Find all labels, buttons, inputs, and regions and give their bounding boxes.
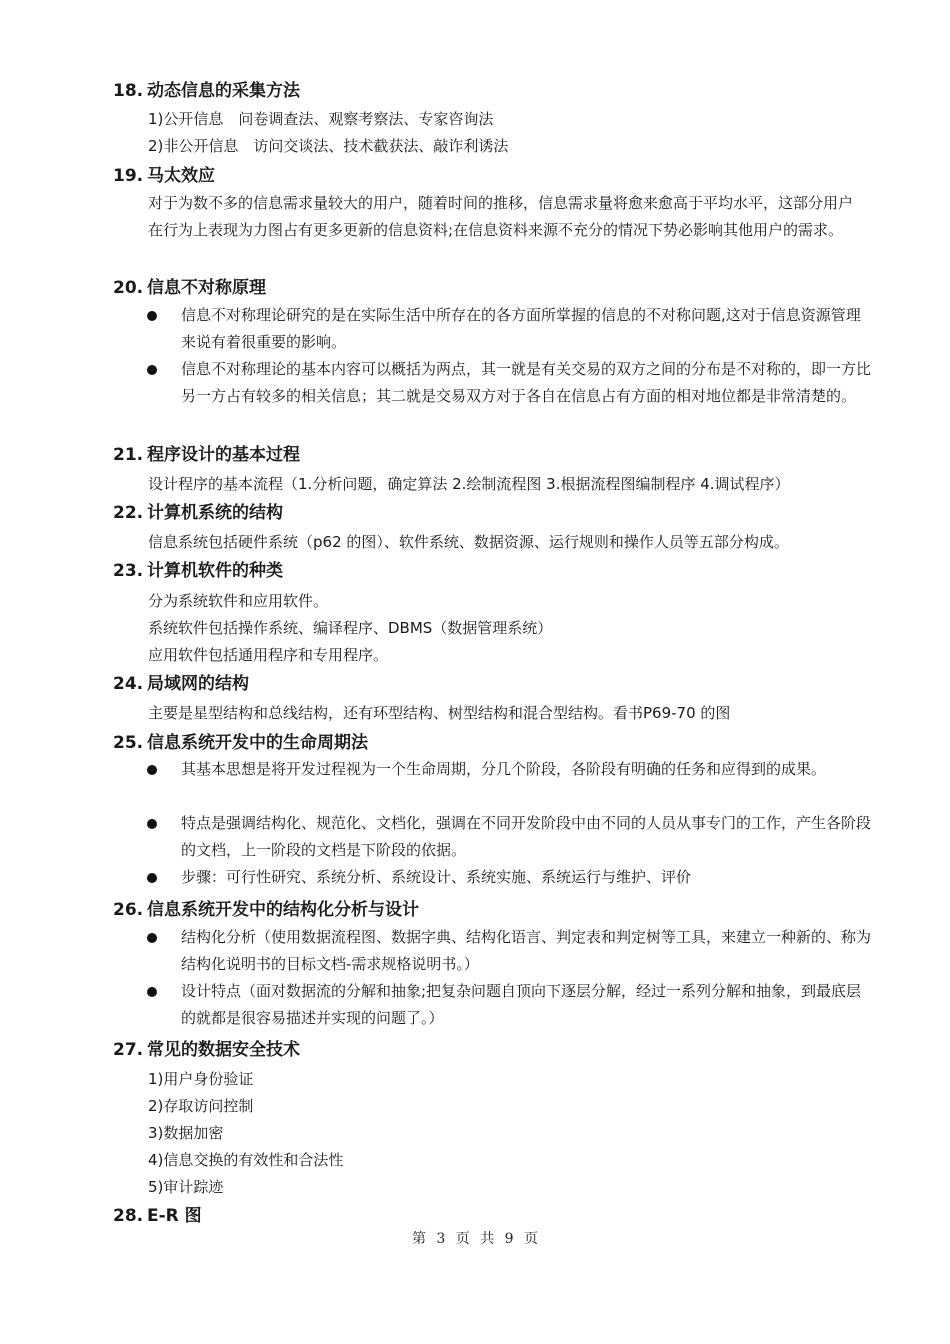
section-title: 程序设计的基本过程 — [147, 445, 300, 465]
bullet-icon — [147, 873, 157, 883]
section-title: E-R 图 — [147, 1206, 202, 1226]
section-heading-21 — [113, 440, 300, 465]
text-line: 5)审计踪迹 — [148, 1178, 224, 1196]
section-heading-27 — [113, 1035, 300, 1060]
text-line: 设计程序的基本流程（1.分析问题，确定算法 2.绘制流程图 3.根据流程图编制程序 4.调试程序） — [148, 475, 790, 493]
section-number: 19. — [113, 166, 144, 186]
section-title: 局域网的结构 — [147, 674, 249, 694]
section-title: 动态信息的采集方法 — [147, 81, 300, 101]
bullet-text: 设计特点（面对数据流的分解和抽象;把复杂问题自顶向下逐层分解，经过一系列分解和抽象，到最底层的就都是很容易描述并实现的问题了。） — [181, 982, 862, 1027]
section-title: 计算机软件的种类 — [147, 561, 283, 581]
bullet-text: 信息不对称理论研究的是在实际生活中所存在的各方面所掌握的信息的不对称问题,这对于信息资源管理来说有着很重要的影响。 — [181, 306, 861, 351]
text-line: 2)非公开信息 访问交谈法、技术截获法、敲诈利诱法 — [148, 137, 509, 155]
section-heading-26 — [113, 895, 419, 920]
bullet-icon — [147, 311, 157, 321]
bullet-text: 信息不对称理论的基本内容可以概括为两点，其一就是有关交易的双方之间的分布是不对称的，即一方比另一方占有较多的相关信息；其二就是交易双方对于各自在信息占有方面的相对地位都是非常清楚的。 — [181, 360, 872, 405]
section-number: 23. — [113, 561, 144, 581]
page-footer: 第 3 页 共 9 页 — [411, 1231, 539, 1247]
section-number: 28. — [113, 1206, 144, 1226]
text-line: 应用软件包括通用程序和专用程序。 — [148, 646, 389, 664]
text-line: 2)存取访问控制 — [148, 1097, 254, 1115]
section-title: 计算机系统的结构 — [147, 503, 283, 523]
text-line: 信息系统包括硬件系统（p62 的图）、软件系统、数据资源、运行规则和操作人员等五部分构成。 — [148, 533, 789, 551]
section-number: 26. — [113, 900, 144, 920]
section-title: 信息系统开发中的结构化分析与设计 — [147, 900, 419, 920]
section-number: 24. — [113, 674, 144, 694]
bullet-text: 步骤：可行性研究、系统分析、系统设计、系统实施、系统运行与维护、评价 — [181, 868, 692, 886]
section-number: 27. — [113, 1040, 144, 1060]
section-heading-23 — [113, 556, 283, 581]
text-line: 系统软件包括操作系统、编译程序、DBMS（数据管理系统） — [148, 619, 553, 637]
section-title: 常见的数据安全技术 — [147, 1040, 300, 1060]
bullet-icon — [147, 765, 157, 775]
section-title: 信息系统开发中的生命周期法 — [147, 733, 368, 753]
bullet-icon — [147, 365, 157, 375]
bullet-text: 其基本思想是将开发过程视为一个生命周期，分几个阶段，各阶段有明确的任务和应得到的成果。 — [181, 760, 827, 778]
section-heading-18 — [113, 76, 300, 101]
section-heading-28 — [113, 1201, 202, 1226]
text-line: 1)公开信息 问卷调查法、观察考察法、专家咨询法 — [148, 110, 494, 128]
section-number: 22. — [113, 503, 144, 523]
bullet-icon — [147, 819, 157, 829]
text-line: 3)数据加密 — [148, 1124, 224, 1142]
section-title: 马太效应 — [147, 166, 215, 186]
text-line: 1)用户身份验证 — [148, 1070, 254, 1088]
bullet-icon — [147, 987, 157, 997]
section-number: 21. — [113, 445, 144, 465]
section-heading-20 — [113, 273, 266, 298]
section-number: 18. — [113, 81, 144, 101]
bullet-text: 结构化分析（使用数据流程图、数据字典、结构化语言、判定表和判定树等工具，来建立一种新的、称为结构化说明书的目标文档-需求规格说明书。） — [181, 928, 872, 973]
section-heading-25 — [113, 728, 368, 753]
paragraph: 对于为数不多的信息需求量较大的用户，随着时间的推移，信息需求量将愈来愈高于平均水平，这部分用户在行为上表现为力图占有更多更新的信息资料;在信息资料来源不充分的情况下势必影响其他用户的需求。 — [148, 194, 854, 239]
bullet-text: 特点是强调结构化、规范化、文档化，强调在不同开发阶段中由不同的人员从事专门的工作，产生各阶段的文档，上一阶段的文档是下阶段的依据。 — [181, 814, 872, 859]
bullet-icon — [147, 933, 157, 943]
section-number: 20. — [113, 278, 144, 298]
text-line: 主要是星型结构和总线结构，还有环型结构、树型结构和混合型结构。看书P69-70 的图 — [148, 704, 731, 722]
text-line: 分为系统软件和应用软件。 — [148, 592, 329, 610]
section-heading-22 — [113, 498, 283, 523]
section-number: 25. — [113, 733, 144, 753]
section-heading-24 — [113, 669, 249, 694]
section-title: 信息不对称原理 — [147, 278, 266, 298]
text-line: 4)信息交换的有效性和合法性 — [148, 1151, 344, 1169]
section-heading-19 — [113, 161, 215, 186]
